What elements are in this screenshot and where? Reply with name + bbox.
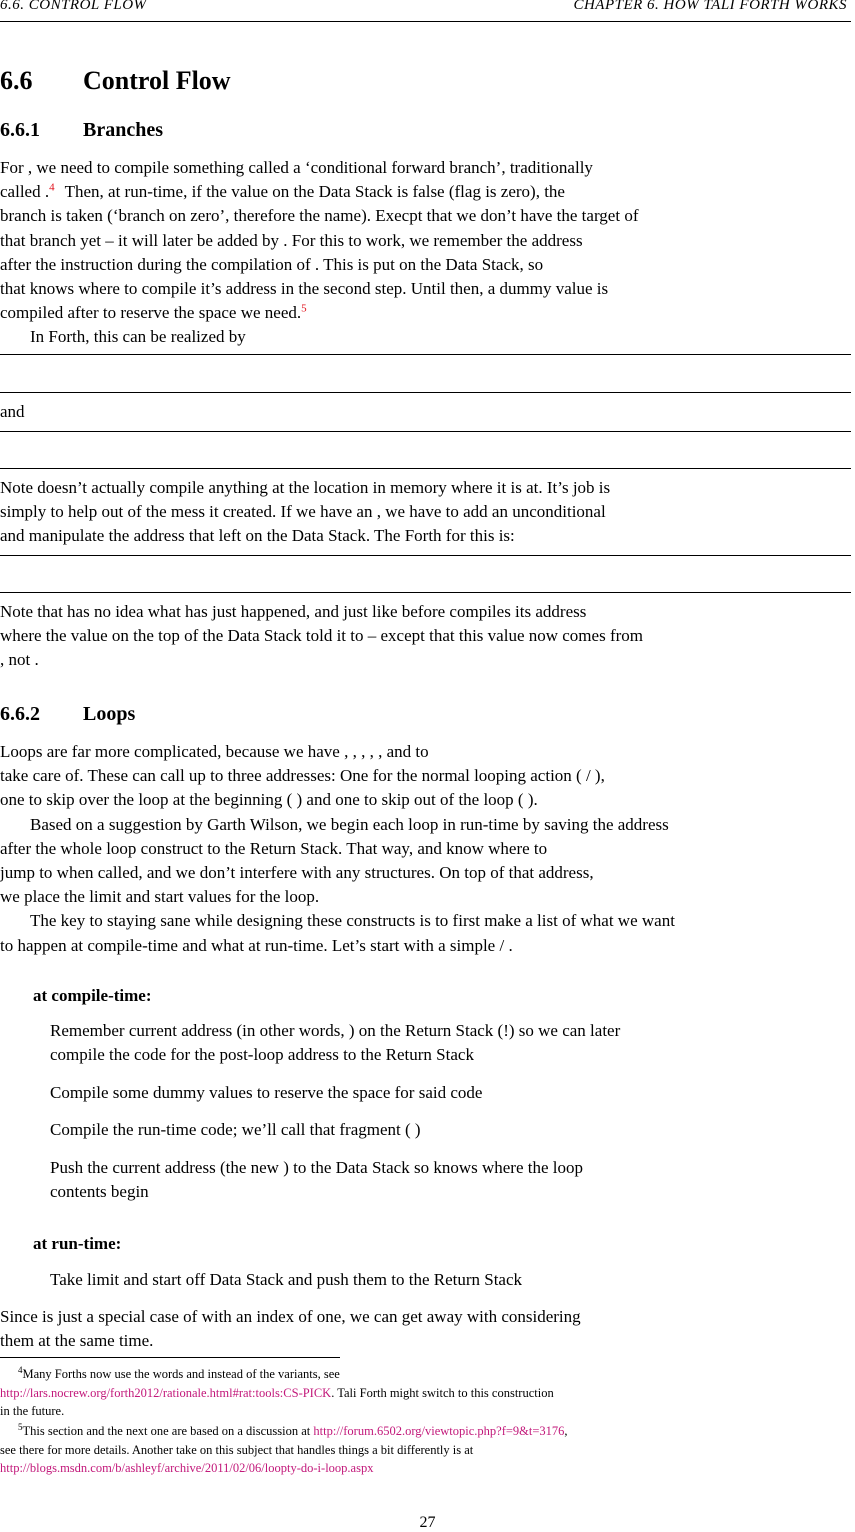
code-block-rule bbox=[0, 354, 851, 355]
subsection-title: Loops bbox=[83, 703, 136, 725]
branches-paragraph: For , we need to compile something called a ‘conditional forward branch’, traditionally called .$^4$ Then, at run-time, if the value on the Data Stack is false (flag is zero), the branch is taken (‘branch on zero’, therefore the name). Execpt that we don’t have the target of that branch yet – it will later be added by . For this to work, we remember the address after the instruction during the compilation of . This is put on the Data Stack, so that knows where to compile it’s address in the second step. Until then, a dummy value is compiled after to reserve the space we need.$^5$ In Forth, this can be realized by bbox=[0, 158, 639, 347]
code-block-rule bbox=[0, 555, 851, 556]
and-line: and bbox=[0, 402, 25, 421]
loops-paragraph-1: Loops are far more complicated, because we have , , , , , and to take care of. These can call up to three addresses: One for the normal looping action ( / ), one to skip over the loop at the beginning ( ) and one to skip out of the loop ( ). Based on a suggestion by Garth Wilson, we begin each loop in run-time by saving the address after the whole loop construct to the Return Stack. That way, and know where to jump to when called, and we don’t interfere with any structures. On top of that address, we place the limit and start values for the loop. The key to staying sane while designing these constructs is to first make a list of what we want to happen at compile-time and what at run-time. Let’s start with a simple / . bbox=[0, 742, 675, 955]
page-number: 27 bbox=[419, 1514, 436, 1531]
compile-item: Remember current address (in other words, ) on the Return Stack (!) so we can later compile the code for the post-loop address to the Return Stack bbox=[50, 1021, 621, 1065]
code-block-rule bbox=[0, 468, 851, 469]
subsection-title: Branches bbox=[83, 119, 163, 141]
footnote-4: $^4$Many Forths now use the words and instead of the variants, see http://lars.nocrew.org/forth2012/rationale.html#rat:tools:CS-PICK. Tali Forth might switch to this construction in the future. bbox=[0, 1365, 554, 1419]
footnote-5: $^5$This section and the next one are based on a discussion at http://forum.6502.org/viewtopic.php?f=9&t=3176, see there for more details. Another take on this subject that handles things a bit differently is at http://blogs.msdn.com/b/ashleyf/archive/2011/02/06/loopty-do-i-loop.aspx bbox=[0, 1422, 568, 1476]
footnote-ref-5[interactable]: 5 bbox=[301, 302, 307, 315]
subsection-heading-branches bbox=[0, 119, 163, 142]
subsection-number: 6.6.1 bbox=[0, 119, 40, 141]
note-paragraph-1: Note doesn’t actually compile anything at the location in memory where it is at. It’s job is simply to help out of the mess it created. If we have an , we have to add an unconditional and manipulate the address that left on the Data Stack. The Forth for this is: bbox=[0, 478, 611, 546]
header-right: CHAPTER 6. HOW TALI FORTH WORKS bbox=[573, 0, 847, 13]
code-block-rule bbox=[0, 592, 851, 593]
footnote-rule bbox=[0, 1357, 340, 1358]
run-time-label: at run-time: bbox=[33, 1234, 122, 1253]
footnote-link[interactable]: http://forum.6502.org/viewtopic.php?f=9&t=3176 bbox=[313, 1424, 565, 1439]
section-heading bbox=[0, 66, 231, 96]
note-paragraph-2: Note that has no idea what has just happened, and just like before compiles its address where the value on the top of the Data Stack told it to – except that this value now comes from , not . bbox=[0, 602, 643, 670]
code-block-rule bbox=[0, 392, 851, 393]
since-paragraph: Since is just a special case of with an index of one, we can get away with considering them at the same time. bbox=[0, 1307, 581, 1351]
header-left: 6.6. CONTROL FLOW bbox=[0, 0, 147, 13]
footnote-link[interactable]: http://blogs.msdn.com/b/ashleyf/archive/2011/02/06/loopty-do-i-loop.aspx bbox=[0, 1461, 374, 1476]
subsection-heading-loops bbox=[0, 703, 135, 726]
subsection-number: 6.6.2 bbox=[0, 703, 40, 725]
compile-item: Compile the run-time code; we’ll call that fragment ( ) bbox=[50, 1120, 421, 1139]
code-block-rule bbox=[0, 431, 851, 432]
footnote-ref-4[interactable]: 4 bbox=[49, 181, 55, 194]
header-rule bbox=[0, 21, 851, 22]
section-title: Control Flow bbox=[83, 66, 231, 95]
compile-time-label: at compile-time: bbox=[33, 986, 152, 1005]
footnote-link[interactable]: http://lars.nocrew.org/forth2012/rationale.html#rat:tools:CS-PICK bbox=[0, 1385, 332, 1400]
section-number: 6.6 bbox=[0, 66, 33, 95]
compile-item: Push the current address (the new ) to the Data Stack so knows where the loop contents begin bbox=[50, 1158, 584, 1202]
run-item: Take limit and start off Data Stack and push them to the Return Stack bbox=[50, 1270, 523, 1289]
compile-item: Compile some dummy values to reserve the space for said code bbox=[50, 1083, 483, 1102]
